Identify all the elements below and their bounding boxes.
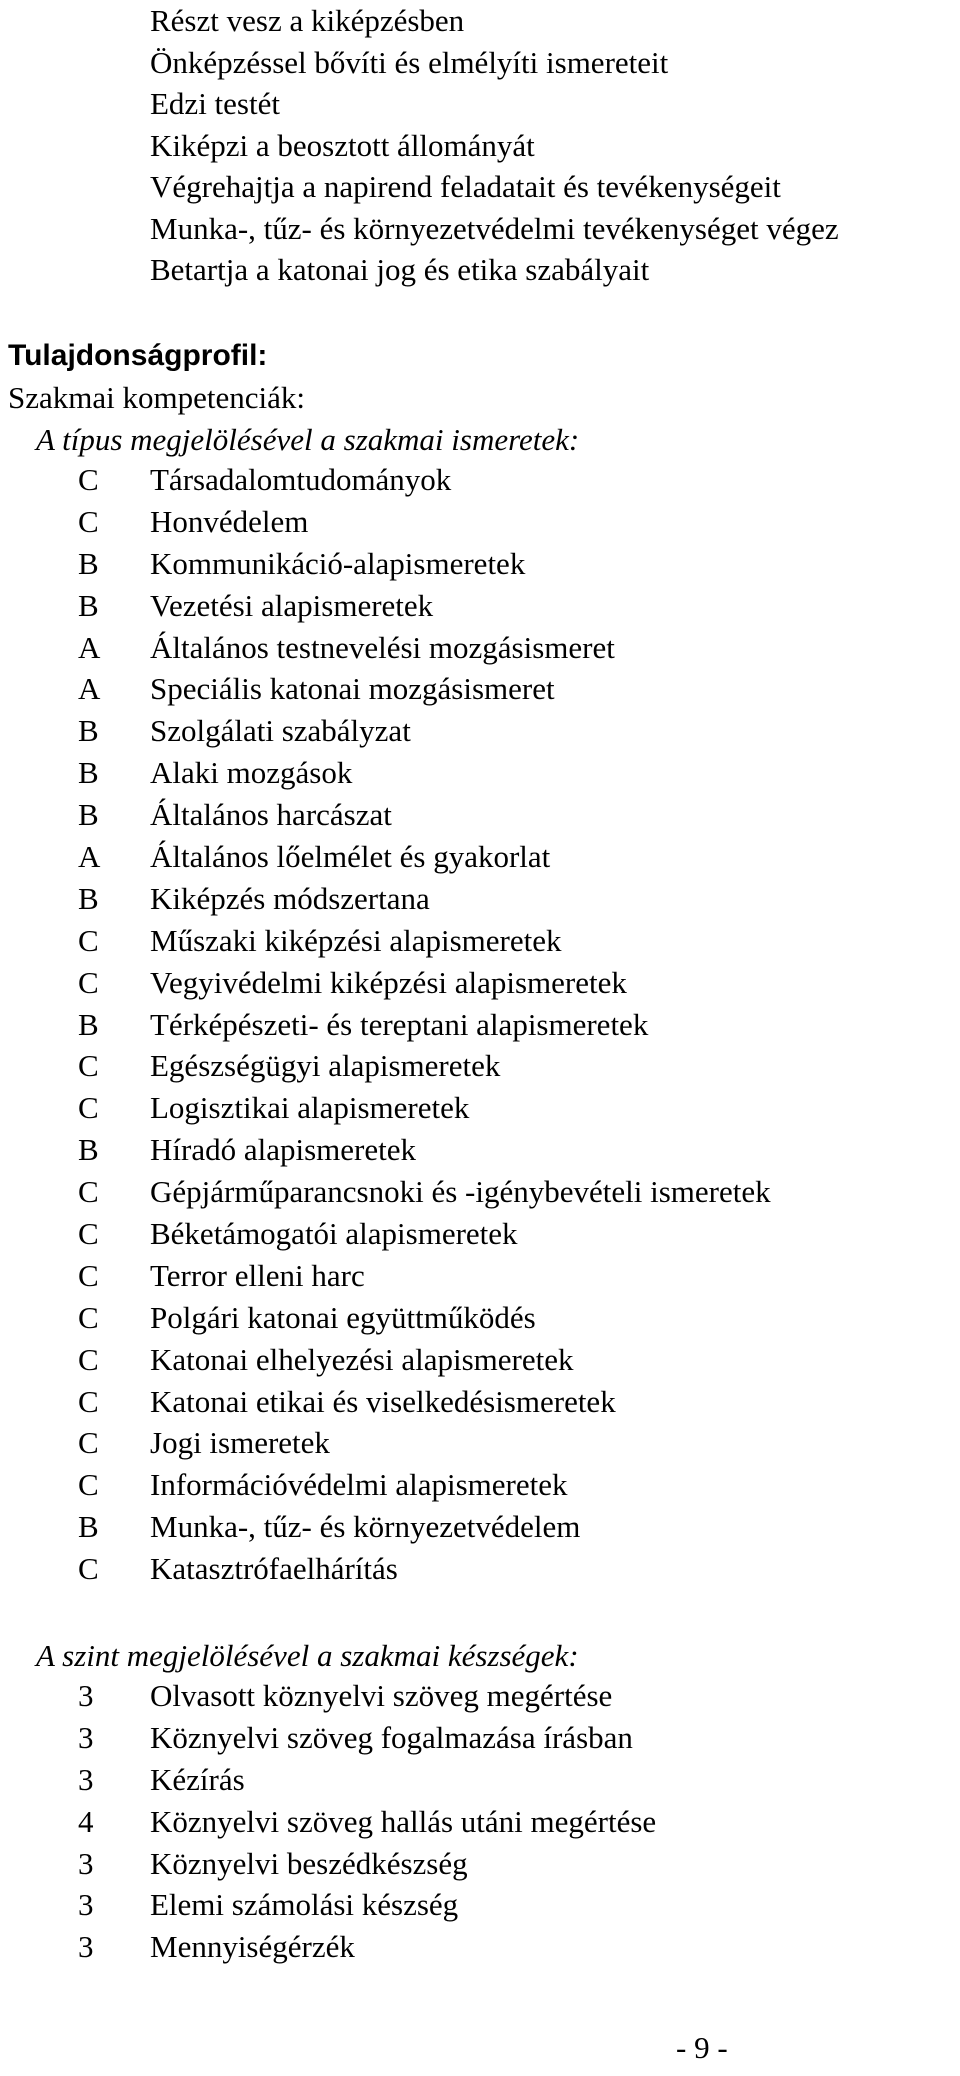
grade-letter: B xyxy=(78,545,99,581)
item-label: Mennyiségérzék xyxy=(150,1929,355,1965)
grade-letter: B xyxy=(78,713,99,749)
grade-letter: C xyxy=(78,1048,99,1084)
item-label: Speciális katonai mozgásismeret xyxy=(150,671,555,707)
duty-item: Önképzéssel bővíti és elmélyíti ismereteit xyxy=(150,44,669,80)
item-label: Alaki mozgások xyxy=(150,755,353,791)
grade-letter: C xyxy=(78,1257,99,1293)
item-label: Vezetési alapismeretek xyxy=(150,587,434,623)
item-label: Gépjárműparancsnoki és -igénybevételi ismeretek xyxy=(150,1174,771,1210)
grade-letter: C xyxy=(78,1341,99,1377)
duty-item: Betartja a katonai jog és etika szabályait xyxy=(150,252,650,287)
item-label: Polgári katonai együttműködés xyxy=(150,1299,536,1335)
item-label: Köznyelvi beszédkészség xyxy=(150,1845,468,1881)
grade-letter: C xyxy=(78,1299,99,1335)
item-label: Katonai etikai és viselkedésismeretek xyxy=(150,1383,616,1419)
item-label: Honvédelem xyxy=(150,503,309,539)
item-label: Katasztrófaelhárítás xyxy=(150,1551,398,1587)
grade-letter: B xyxy=(78,880,99,916)
grade-letter: B xyxy=(78,1006,99,1042)
grade-letter: C xyxy=(78,1467,99,1503)
item-label: Jogi ismeretek xyxy=(150,1425,330,1461)
item-label: Társadalomtudományok xyxy=(150,462,452,497)
grade-letter: A xyxy=(78,671,101,707)
item-label: Műszaki kiképzési alapismeretek xyxy=(150,922,562,958)
duty-item: Munka-, tűz- és környezetvédelmi tevékenységet végez xyxy=(150,210,839,246)
grade-letter: B xyxy=(78,1132,99,1168)
item-label: Logisztikai alapismeretek xyxy=(150,1090,470,1126)
grade-letter: 3 xyxy=(78,1719,94,1755)
item-label: Általános harcászat xyxy=(150,797,392,833)
item-label: Terror elleni harc xyxy=(150,1257,365,1293)
item-label: Katonai elhelyezési alapismeretek xyxy=(150,1341,574,1377)
duties-list xyxy=(150,0,839,291)
item-label: Köznyelvi szöveg hallás utáni megértése xyxy=(150,1803,657,1839)
grade-letter: C xyxy=(78,503,99,539)
item-label: Általános lőelmélet és gyakorlat xyxy=(150,839,551,875)
item-label: Szolgálati szabályzat xyxy=(150,713,411,749)
grade-letter: B xyxy=(78,1509,99,1545)
item-label: Híradó alapismeretek xyxy=(150,1132,416,1168)
grade-letter: C xyxy=(78,1551,99,1587)
grade-letter: 3 xyxy=(78,1929,94,1965)
duty-item: Edzi testét xyxy=(150,86,280,121)
grade-letter: C xyxy=(78,1174,99,1210)
grade-letter: 3 xyxy=(78,1761,94,1797)
item-label: Kommunikáció-alapismeretek xyxy=(150,545,526,581)
item-label: Munka-, tűz- és környezetvédelem xyxy=(150,1509,581,1545)
grade-letter: C xyxy=(78,462,99,497)
grade-letter: C xyxy=(78,922,99,958)
grade-letter: 4 xyxy=(78,1803,94,1839)
professional-competencies-heading: Szakmai kompetenciák: xyxy=(8,380,305,415)
skills-heading: A szint megjelölésével a szakmai készségek: xyxy=(36,1638,579,1673)
item-label: Térképészeti- és tereptani alapismeretek xyxy=(150,1006,649,1042)
knowledge-heading: A típus megjelölésével a szakmai ismeretek: xyxy=(36,422,580,457)
item-label: Köznyelvi szöveg fogalmazása írásban xyxy=(150,1719,633,1755)
page-number: - 9 - xyxy=(676,2030,728,2065)
grade-letter: 3 xyxy=(78,1678,94,1713)
grade-letter: B xyxy=(78,587,99,623)
item-label: Olvasott köznyelvi szöveg megértése xyxy=(150,1678,613,1713)
grade-letter: C xyxy=(78,1090,99,1126)
item-label: Egészségügyi alapismeretek xyxy=(150,1048,501,1084)
grade-letter: A xyxy=(78,839,101,875)
duty-item: Kiképzi a beosztott állományát xyxy=(150,127,535,163)
item-label: Információvédelmi alapismeretek xyxy=(150,1467,568,1503)
item-label: Kiképzés módszertana xyxy=(150,880,430,916)
item-label: Általános testnevelési mozgásismeret xyxy=(150,629,615,665)
grade-letter: C xyxy=(78,964,99,1000)
duty-item: Végrehajtja a napirend feladatait és tevékenységeit xyxy=(150,169,781,204)
grade-letter: C xyxy=(78,1425,99,1461)
duty-item: Részt vesz a kiképzésben xyxy=(150,3,465,38)
item-label: Béketámogatói alapismeretek xyxy=(150,1216,518,1252)
item-label: Kézírás xyxy=(150,1761,245,1797)
grade-letter: C xyxy=(78,1216,99,1252)
grade-letter: B xyxy=(78,797,99,833)
item-label: Vegyivédelmi kiképzési alapismeretek xyxy=(150,964,627,1000)
grade-letter: B xyxy=(78,755,99,791)
grade-letter: 3 xyxy=(78,1845,94,1881)
grade-letter: C xyxy=(78,1383,99,1419)
grade-letter: A xyxy=(78,629,101,665)
grade-letter: 3 xyxy=(78,1887,94,1923)
profile-heading: Tulajdonságprofil: xyxy=(8,339,268,372)
item-label: Elemi számolási készség xyxy=(150,1887,459,1923)
